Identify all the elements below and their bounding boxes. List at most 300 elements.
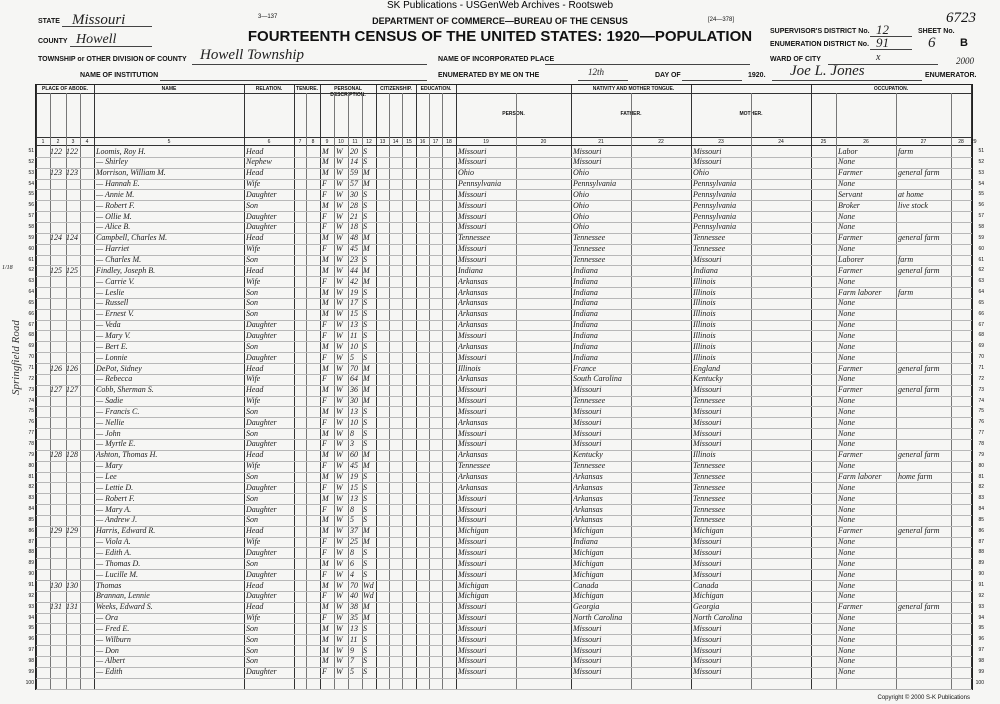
cell-mar: S: [363, 298, 367, 308]
column-divider: [294, 85, 295, 689]
cell-mar: Wd: [363, 580, 374, 590]
cell-occ: Farmer: [838, 265, 863, 275]
cell-sex: F: [322, 330, 327, 340]
cell-mbp: Kentucky: [693, 374, 723, 384]
row-number: 59: [28, 234, 34, 241]
cell-fbp: South Carolina: [573, 374, 622, 384]
census-title: FOURTEENTH CENSUS OF THE UNITED STATES: 1920—POPULATION: [247, 28, 753, 45]
cell-fbp: Indiana: [573, 276, 598, 286]
row-number-right: 84: [978, 506, 984, 513]
row-number: 64: [28, 289, 34, 296]
column-number: 24: [778, 139, 784, 145]
cell-fam: 124: [66, 233, 78, 243]
cell-mbp: Missouri: [693, 645, 722, 655]
cell-mbp: Missouri: [693, 157, 722, 167]
cell-name: Findley, Joseph B.: [96, 265, 156, 275]
cell-mar: S: [363, 211, 367, 221]
cell-occ: None: [838, 352, 855, 362]
cell-sex: F: [322, 667, 327, 677]
column-number: 3: [71, 139, 75, 145]
cell-mar: S: [363, 656, 367, 666]
cell-rel: Wife: [246, 396, 261, 406]
cell-race: W: [336, 309, 343, 319]
cell-bp: Arkansas: [458, 482, 488, 492]
ward-value: x: [876, 52, 881, 63]
cell-mar: M: [363, 537, 370, 547]
cell-house: 123: [50, 168, 62, 178]
cell-bp: Missouri: [458, 515, 487, 525]
cell-age: 64: [350, 374, 358, 384]
cell-age: 6: [350, 558, 354, 568]
row-number-right: 75: [978, 408, 984, 415]
cell-bp: Missouri: [458, 385, 487, 395]
column-divider: [442, 93, 443, 689]
row-number-right: 78: [978, 440, 984, 447]
ward-line: [828, 64, 938, 65]
cell-race: W: [336, 287, 343, 297]
cell-age: 5: [350, 515, 354, 525]
cell-bp: Missouri: [458, 504, 487, 514]
cell-race: W: [336, 667, 343, 677]
cell-sex: M: [322, 406, 329, 416]
row-number-right: 98: [978, 657, 984, 664]
cell-mar: S: [363, 493, 367, 503]
cell-mar: M: [363, 244, 370, 254]
cell-name: — Mary: [96, 461, 123, 471]
cell-sex: M: [322, 450, 329, 460]
cell-race: W: [336, 255, 343, 264]
cell-mar: S: [363, 623, 367, 633]
cell-sex: M: [322, 656, 329, 666]
cell-fbp: Missouri: [573, 634, 602, 644]
cell-age: 35: [350, 613, 358, 623]
cell-bp: Missouri: [458, 200, 487, 210]
cell-rel: Son: [246, 558, 258, 568]
cell-name: — Nellie: [96, 417, 125, 427]
cell-sex: M: [322, 287, 329, 297]
cell-name: — Mary V.: [96, 330, 131, 340]
cell-race: W: [336, 341, 343, 351]
row-number: 98: [28, 657, 34, 664]
cell-name: — Thomas D.: [96, 558, 141, 568]
cell-mbp: Missouri: [693, 406, 722, 416]
cell-sex: F: [322, 613, 327, 623]
cell-name: — Rebecca: [96, 374, 133, 384]
cell-sex: M: [322, 341, 329, 351]
cell-bp: Tennessee: [458, 461, 491, 471]
cell-house: 125: [50, 265, 62, 275]
cell-mbp: Missouri: [693, 428, 722, 438]
cell-age: 8: [350, 547, 354, 557]
cell-fbp: Tennessee: [573, 461, 606, 471]
cell-ind: live stock: [898, 200, 928, 210]
cell-mar: S: [363, 157, 367, 167]
cell-fbp: Michigan: [573, 547, 604, 557]
day-value: 12th: [588, 67, 605, 77]
cell-bp: Ohio: [458, 168, 474, 178]
cell-occ: None: [838, 515, 855, 525]
cell-race: W: [336, 504, 343, 514]
column-number: 27: [920, 139, 927, 145]
cell-age: 28: [350, 200, 358, 210]
form-number: 3—137: [258, 14, 278, 20]
cell-mar: M: [363, 233, 370, 243]
row-number: 80: [28, 462, 34, 469]
cell-sex: F: [322, 179, 327, 189]
state-label: STATE: [38, 18, 60, 25]
cell-bp: Michigan: [458, 591, 489, 601]
cell-rel: Son: [246, 645, 258, 655]
cell-fbp: North Carolina: [573, 613, 623, 623]
cell-rel: Son: [246, 656, 258, 666]
cell-mar: S: [363, 341, 367, 351]
cell-name: — Ernest V.: [96, 309, 134, 319]
cell-fbp: Ohio: [573, 211, 589, 221]
cell-race: W: [336, 200, 343, 210]
cell-name: — Viola A.: [96, 537, 131, 547]
cell-name: — Ora: [96, 613, 119, 623]
column-divider: [951, 93, 952, 689]
cell-rel: Wife: [246, 537, 261, 547]
row-number-right: 87: [978, 538, 984, 545]
cell-fbp: Arkansas: [573, 504, 603, 514]
cell-occ: Farm laborer: [838, 287, 882, 297]
cell-mar: S: [363, 569, 367, 579]
cell-fbp: Pennsylvania: [573, 179, 617, 189]
cell-bp: Missouri: [458, 189, 487, 199]
cell-occ: None: [838, 493, 855, 503]
cell-occ: Labor: [838, 146, 858, 156]
row-number-right: 63: [978, 278, 984, 285]
cell-name: Thomas: [96, 580, 122, 590]
cell-race: W: [336, 179, 343, 189]
year-label: 1920.: [748, 72, 766, 79]
township-value: Howell Township: [200, 47, 305, 63]
cell-bp: Missouri: [458, 146, 487, 156]
cell-race: W: [336, 374, 343, 384]
group-place-of-abode: PLACE OF ABODE.: [42, 86, 88, 92]
row-number-right: 82: [978, 484, 984, 491]
cell-age: 11: [350, 634, 358, 644]
cell-fam: 130: [66, 580, 78, 590]
cell-rel: Head: [246, 580, 264, 590]
cell-sex: F: [322, 222, 327, 232]
cell-fbp: Indiana: [573, 309, 598, 319]
sheet-value: 6: [928, 35, 936, 51]
cell-bp: Missouri: [458, 428, 487, 438]
cell-sex: M: [322, 472, 329, 481]
cell-age: 30: [350, 189, 358, 199]
cell-age: 4: [350, 569, 354, 579]
row-number: 54: [28, 180, 34, 187]
cell-rel: Wife: [246, 276, 261, 286]
cell-mar: S: [363, 406, 367, 416]
cell-name: Brannan, Lennie: [96, 591, 150, 601]
cell-rel: Son: [246, 634, 258, 644]
cell-race: W: [336, 276, 343, 286]
row-number: 72: [28, 375, 34, 382]
row-number-right: 62: [978, 267, 984, 274]
cell-occ: Farmer: [838, 450, 863, 460]
row-number-right: 86: [978, 527, 984, 534]
cell-mbp: Illinois: [693, 341, 716, 351]
cell-mbp: Illinois: [693, 287, 716, 297]
cell-name: — Francis C.: [96, 406, 140, 416]
row-number-right: 100: [975, 679, 984, 686]
cell-name: — Charles M.: [96, 255, 142, 264]
cell-bp: Illinois: [458, 363, 481, 373]
cell-sex: M: [322, 645, 329, 655]
supervisor-label: SUPERVISOR'S DISTRICT No.: [770, 28, 870, 35]
column-divider: [571, 85, 572, 689]
cell-race: W: [336, 298, 343, 308]
cell-age: 14: [350, 157, 358, 167]
cell-mbp: Tennessee: [693, 515, 726, 525]
cell-race: W: [336, 222, 343, 232]
cell-mbp: Illinois: [693, 330, 716, 340]
cell-race: W: [336, 330, 343, 340]
cell-occ: None: [838, 547, 855, 557]
column-number: 19: [483, 139, 489, 145]
row-number: 63: [28, 278, 34, 285]
cell-sex: M: [322, 200, 329, 210]
cell-bp: Missouri: [458, 396, 487, 406]
group-tenure: TENURE.: [296, 86, 318, 92]
supervisor-value: 12: [876, 22, 889, 37]
cell-fbp: Canada: [573, 580, 599, 590]
group-relation: RELATION.: [255, 86, 283, 92]
cell-sex: M: [322, 309, 329, 319]
cell-mar: M: [363, 396, 370, 406]
state-value: Missouri: [72, 12, 126, 28]
cell-rel: Wife: [246, 179, 261, 189]
row-line: [36, 689, 972, 690]
cell-bp: Missouri: [458, 493, 487, 503]
cell-race: W: [336, 157, 343, 167]
cell-occ: None: [838, 298, 855, 308]
cell-fbp: Missouri: [573, 656, 602, 666]
cell-name: — Russell: [96, 298, 129, 308]
cell-sex: F: [322, 244, 327, 254]
cell-name: Harris, Edward R.: [96, 526, 156, 536]
column-number: 22: [658, 139, 664, 145]
cell-rel: Head: [246, 450, 264, 460]
cell-bp: Missouri: [458, 547, 487, 557]
cell-race: W: [336, 233, 343, 243]
row-number: 84: [28, 506, 34, 513]
cell-race: W: [336, 580, 343, 590]
cell-mbp: North Carolina: [693, 613, 743, 623]
cell-rel: Daughter: [246, 569, 277, 579]
cell-mar: M: [363, 168, 370, 178]
cell-mbp: Illinois: [693, 298, 716, 308]
cell-fbp: Tennessee: [573, 255, 606, 264]
column-divider: [320, 85, 321, 689]
cell-mar: S: [363, 428, 367, 438]
cell-occ: Farmer: [838, 385, 863, 395]
row-number: 61: [28, 256, 34, 263]
cell-age: 13: [350, 406, 358, 416]
row-number-right: 69: [978, 343, 984, 350]
cell-occ: Farmer: [838, 233, 863, 243]
column-number: 8: [311, 139, 315, 145]
cell-mbp: Tennessee: [693, 461, 726, 471]
cell-house: 128: [50, 450, 62, 460]
cell-bp: Missouri: [458, 330, 487, 340]
cell-mbp: Missouri: [693, 569, 722, 579]
cell-rel: Wife: [246, 374, 261, 384]
row-number-right: 72: [978, 375, 984, 382]
cell-house: 122: [50, 146, 62, 156]
cell-fbp: Indiana: [573, 298, 598, 308]
cell-mbp: Georgia: [693, 602, 720, 612]
cell-mbp: Missouri: [693, 146, 722, 156]
cell-age: 44: [350, 265, 358, 275]
cell-bp: Michigan: [458, 526, 489, 536]
row-number: 75: [28, 408, 34, 415]
cell-fbp: Arkansas: [573, 472, 603, 481]
row-number: 87: [28, 538, 34, 545]
cell-occ: None: [838, 558, 855, 568]
cell-fbp: Ohio: [573, 200, 589, 210]
cell-name: — Lee: [96, 472, 117, 481]
cell-bp: Missouri: [458, 157, 487, 167]
column-number: 18: [446, 139, 452, 145]
cell-race: W: [336, 146, 343, 156]
row-number: 67: [28, 321, 34, 328]
cell-name: Ashton, Thomas H.: [96, 450, 158, 460]
row-number-right: 65: [978, 299, 984, 306]
cell-mbp: Illinois: [693, 309, 716, 319]
row-number-right: 55: [978, 191, 984, 198]
cell-mar: S: [363, 515, 367, 525]
cell-fbp: Missouri: [573, 623, 602, 633]
cell-bp: Arkansas: [458, 374, 488, 384]
cell-age: 20: [350, 146, 358, 156]
column-divider: [36, 85, 37, 689]
cell-mbp: Pennsylvania: [693, 179, 737, 189]
cell-sex: F: [322, 396, 327, 406]
cell-occ: Laborer: [838, 255, 864, 264]
row-number: 100: [25, 679, 34, 686]
row-number-right: 95: [978, 625, 984, 632]
copyright-footer: Copyright © 2000 S-K Publications: [877, 695, 970, 701]
cell-age: 10: [350, 341, 358, 351]
cell-rel: Son: [246, 341, 258, 351]
cell-rel: Daughter: [246, 547, 277, 557]
cell-name: — Alice B.: [96, 222, 131, 232]
cell-bp: Missouri: [458, 255, 487, 264]
cell-sex: M: [322, 526, 329, 536]
cell-rel: Son: [246, 623, 258, 633]
cell-name: — Harriet: [96, 244, 130, 254]
column-divider: [836, 93, 837, 689]
row-number: 91: [28, 582, 34, 588]
cell-age: 70: [350, 580, 358, 590]
cell-sex: M: [322, 146, 329, 156]
cell-race: W: [336, 515, 343, 525]
row-number: 70: [28, 354, 34, 361]
cell-bp: Arkansas: [458, 320, 488, 330]
cell-mar: S: [363, 287, 367, 297]
cell-sex: F: [322, 482, 327, 492]
cell-mbp: Missouri: [693, 255, 722, 264]
cell-age: 13: [350, 493, 358, 503]
cell-rel: Daughter: [246, 591, 277, 601]
cell-sex: M: [322, 363, 329, 373]
cell-occ: None: [838, 439, 855, 449]
cell-occ: Farmer: [838, 602, 863, 612]
cell-mar: M: [363, 385, 370, 395]
cell-occ: None: [838, 482, 855, 492]
column-divider: [811, 85, 812, 689]
cell-age: 8: [350, 504, 354, 514]
cell-bp: Missouri: [458, 439, 487, 449]
enumerated-label: ENUMERATED BY ME ON THE: [438, 72, 540, 79]
cell-sex: M: [322, 233, 329, 243]
cell-bp: Missouri: [458, 569, 487, 579]
cell-bp: Arkansas: [458, 298, 488, 308]
cell-name: — Lettie D.: [96, 482, 134, 492]
margin-note: Springfield Road: [10, 320, 22, 395]
cell-occ: None: [838, 580, 855, 590]
row-number-right: 76: [978, 419, 984, 426]
cell-name: — Don: [96, 645, 119, 655]
cell-name: DePot, Sidney: [96, 363, 142, 373]
cell-occ: None: [838, 374, 855, 384]
row-number: 60: [28, 245, 34, 252]
cell-age: 36: [350, 385, 358, 395]
column-divider: [402, 93, 403, 689]
cell-fbp: Indiana: [573, 537, 598, 547]
cell-age: 59: [350, 168, 358, 178]
cell-mbp: England: [693, 363, 721, 373]
cell-bp: Arkansas: [458, 287, 488, 297]
cell-race: W: [336, 634, 343, 644]
row-number-right: 77: [978, 430, 984, 437]
row-number-right: 54: [978, 180, 984, 187]
cell-race: W: [336, 450, 343, 460]
nativity-father: FATHER.: [620, 111, 642, 117]
row-number: 56: [28, 202, 34, 209]
cell-house: 129: [50, 526, 62, 536]
cell-mar: M: [363, 276, 370, 286]
row-number: 95: [28, 625, 34, 632]
row-number-right: 68: [978, 332, 984, 339]
cell-mar: S: [363, 330, 367, 340]
row-number-right: 70: [978, 354, 984, 361]
cell-name: Cobb, Sherman S.: [96, 385, 154, 395]
cell-name: — Carrie V.: [96, 276, 135, 286]
cell-mar: S: [363, 255, 367, 264]
row-number: 73: [28, 386, 34, 393]
row-number: 94: [28, 614, 34, 621]
column-number: 21: [598, 139, 604, 145]
cell-name: — Wilburn: [96, 634, 131, 644]
cell-mbp: Missouri: [693, 558, 722, 568]
row-number-right: 96: [978, 636, 984, 643]
cell-ind: general farm: [898, 168, 940, 178]
cell-race: W: [336, 396, 343, 406]
cell-race: W: [336, 526, 343, 536]
sheet-label: SHEET No.: [918, 28, 955, 35]
cell-age: 37: [350, 526, 358, 536]
cell-fbp: Indiana: [573, 287, 598, 297]
cell-bp: Missouri: [458, 645, 487, 655]
cell-age: 23: [350, 255, 358, 264]
row-number-right: 93: [978, 603, 984, 610]
day-of-label: DAY OF: [655, 72, 681, 79]
